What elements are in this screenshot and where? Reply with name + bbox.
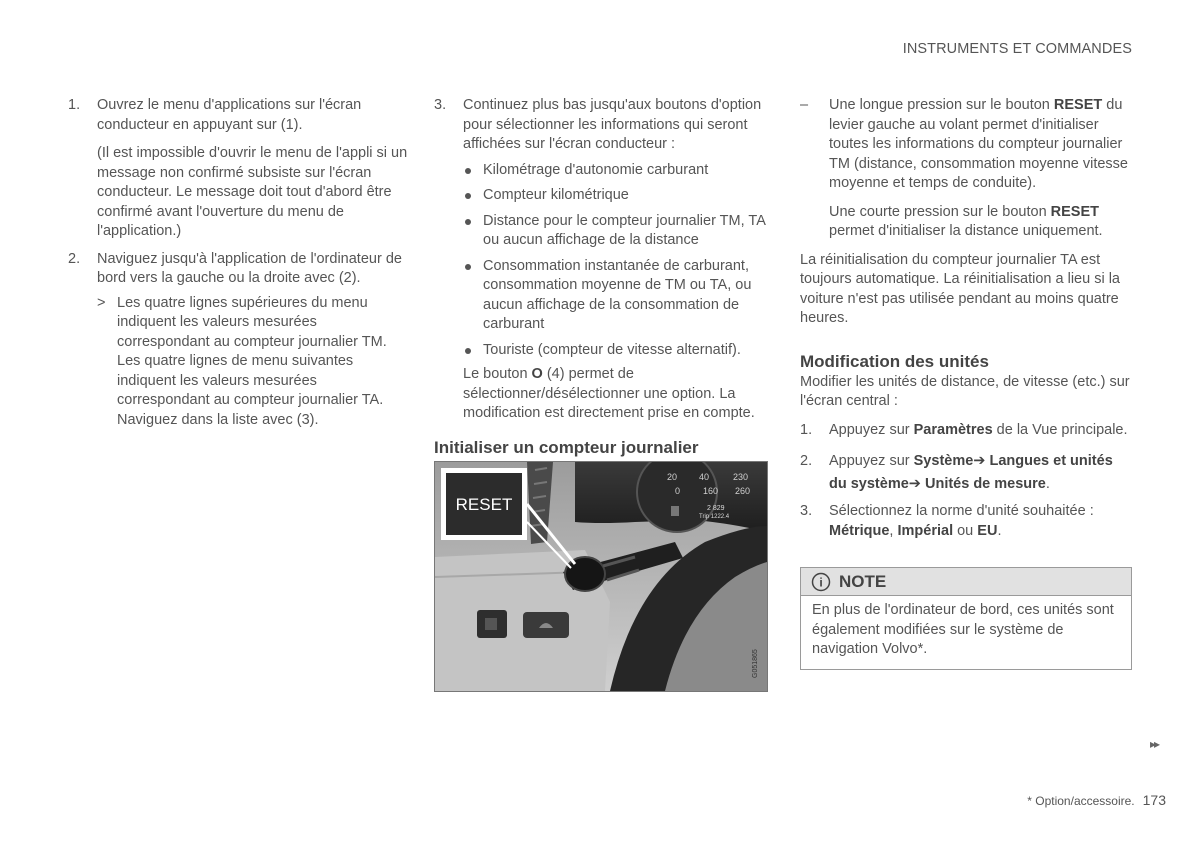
step-pre: Appuyez sur <box>829 421 914 438</box>
step-1-number: 1. <box>68 97 81 113</box>
bullet-icon <box>465 348 471 354</box>
units-step-2 <box>800 450 1132 496</box>
arrow-right-icon: ➔ <box>973 453 986 469</box>
short-press-post: permet d'initialiser la distance uniquement. <box>829 223 1103 239</box>
gauge-label: 230 <box>733 472 749 482</box>
note-box <box>800 567 1132 670</box>
list-item <box>434 212 768 251</box>
gauge-label: 160 <box>703 486 719 496</box>
short-press-text <box>829 203 1132 242</box>
parametres-term: Paramètres <box>913 421 993 438</box>
column-2 <box>434 96 768 459</box>
step-2-result-text: Les quatre lignes supérieures du menu indiquent les valeurs mesurées correspondant au compteur journalier TM. Les quatre lignes de menu suivantes indiquent les valeurs mesurées correspondant au compteur journalier TA. Naviguez dans la liste avec (3). <box>117 294 387 428</box>
step-pre: Sélectionnez la norme d'unité souhaitée : <box>829 503 1094 519</box>
list-item-text: Touriste (compteur de vitesse alternatif). <box>483 341 741 358</box>
long-press-text <box>829 96 1132 194</box>
note-header <box>801 568 1131 596</box>
units-step-1-number: 1. <box>800 421 813 438</box>
result-marker: > <box>97 294 106 311</box>
section-heading-units: Modification des unités <box>800 351 989 371</box>
list-item-text: Kilométrage d'autonomie carburant <box>483 161 709 178</box>
units-step-3-number: 3. <box>800 503 813 519</box>
section-heading-reset: Initialiser un compteur journalier <box>434 437 699 457</box>
list-item <box>434 257 768 335</box>
metrique-term: Métrique <box>829 522 890 539</box>
gauge-label: 20 <box>667 472 678 482</box>
bullet-icon <box>465 264 471 270</box>
gauge-label: 260 <box>735 486 751 496</box>
units-step-1-text <box>829 421 1132 441</box>
step-2-result <box>68 294 408 431</box>
imperial-term: Impérial <box>897 522 954 539</box>
o-button-label: O <box>531 366 543 382</box>
dash-marker: – <box>800 97 809 113</box>
reset-term: RESET <box>1053 97 1103 113</box>
list-item-text: Compteur kilométrique <box>483 187 629 203</box>
separator: ou <box>953 522 978 539</box>
note-text: En plus de l'ordinateur de bord, ces unités sont également modifiées sur le système de navigation Volvo*. <box>812 602 1114 657</box>
units-step-3-text <box>829 502 1132 541</box>
page-number: 173 <box>1142 792 1166 808</box>
units-step-3 <box>800 502 1132 541</box>
bullet-icon <box>465 193 471 199</box>
short-press-item <box>800 203 1132 242</box>
option-button-paragraph <box>434 365 768 424</box>
list-item-text: Consommation instantanée de carburant, consommation moyenne de TM ou TA, ou aucun affichage de la consommation de carburant <box>483 257 752 332</box>
step-1-text: Ouvrez le menu d'applications sur l'écran conducteur en appuyant sur (1). <box>97 97 362 133</box>
reset-button-end <box>565 557 605 591</box>
ta-reset-paragraph: La réinitialisation du compteur journalier TA est toujours automatique. La réinitialisation a lieu si la voiture n'est pas utilisée pendant au moins quatre heures. <box>800 251 1120 326</box>
short-press-pre: Une courte pression sur le bouton <box>829 203 1051 220</box>
option-list <box>434 161 768 361</box>
option-button-text <box>463 365 768 424</box>
step-2 <box>68 250 408 289</box>
reset-label: RESET <box>455 495 513 514</box>
arrow-right-icon: ➔ <box>908 476 921 492</box>
units-step-2-number: 2. <box>800 453 813 469</box>
units-intro: Modifier les unités de distance, de vitesse (etc.) sur l'écran central : <box>800 373 1130 409</box>
step-2-text: Naviguez jusqu'à l'application de l'ordinateur de bord vers la gauche ou la droite avec (2). <box>97 250 402 286</box>
step-end: . <box>997 522 1002 539</box>
light-switch-knob <box>485 618 497 630</box>
para-post: (4) permet de sélectionner/désélectionner une option. La modification est directement prise en compte. <box>463 366 755 421</box>
separator: , <box>889 522 898 539</box>
long-press-item <box>800 96 1132 194</box>
trip-readout: Trip 1222.4 <box>699 514 730 520</box>
step-3-text: Continuez plus bas jusqu'aux boutons d'option pour sélectionner les informations qui seront affichées sur l'écran conducteur : <box>463 97 762 152</box>
list-item <box>434 186 768 206</box>
langues-term: Langues et unités du système <box>829 453 1113 492</box>
list-item <box>434 341 768 361</box>
gauge-label: 40 <box>699 472 710 482</box>
step-3-number: 3. <box>434 97 447 113</box>
list-item <box>434 161 768 181</box>
bullet-icon <box>465 219 471 225</box>
info-icon-glyph: i <box>819 575 823 589</box>
units-step-1 <box>800 421 1132 441</box>
illustration-graphic <box>435 462 767 691</box>
page-footer <box>1027 791 1166 812</box>
fuel-icon <box>671 506 679 516</box>
list-item-text: Distance pour le compteur journalier TM, TA ou aucun affichage de la distance <box>483 212 766 248</box>
step-1-note-text: (Il est impossible d'ouvrir le menu de l'appli si un message non confirmé subsiste sur l'écran conducteur. Le message doit tout d'abord être confirmé avant l'ouverture du menu de l'application.) <box>97 145 408 239</box>
long-press-pre: Une longue pression sur le bouton <box>829 97 1054 113</box>
step-3 <box>434 96 768 155</box>
step-end: . <box>1045 476 1050 492</box>
note-body <box>801 596 1131 665</box>
bullet-icon <box>465 168 471 174</box>
step-1-note <box>68 144 408 242</box>
info-icon <box>811 572 831 592</box>
trip-readout: 2 829 <box>707 505 725 512</box>
unites-term: Unités de mesure <box>924 476 1046 492</box>
eu-term: EU <box>977 522 998 539</box>
step-post: de la Vue principale. <box>992 421 1128 438</box>
units-step-2-text <box>829 450 1132 496</box>
note-title: NOTE <box>839 571 887 591</box>
image-code: G051865 <box>752 649 759 678</box>
section-header: INSTRUMENTS ET COMMANDES <box>902 41 1132 57</box>
step-pre: Appuyez sur <box>829 453 914 469</box>
steering-lever-illustration <box>434 461 768 692</box>
gauge-label: 0 <box>675 486 681 496</box>
column-1 <box>68 96 408 430</box>
column-3 <box>800 96 1132 541</box>
step-1 <box>68 96 408 135</box>
continue-arrows-icon: ▸▸ <box>1150 737 1159 751</box>
long-press-post: du levier gauche au volant permet d'initialiser toutes les informations du compteur journalier TM (distance, consommation moyenne vitesse moyenne et temps de conduite). <box>829 97 1128 191</box>
step-2-number: 2. <box>68 250 81 267</box>
footnote: * Option/accessoire. <box>1027 794 1135 808</box>
systeme-term: Système <box>913 453 974 469</box>
para-pre: Le bouton <box>463 366 532 382</box>
reset-term: RESET <box>1050 203 1099 220</box>
